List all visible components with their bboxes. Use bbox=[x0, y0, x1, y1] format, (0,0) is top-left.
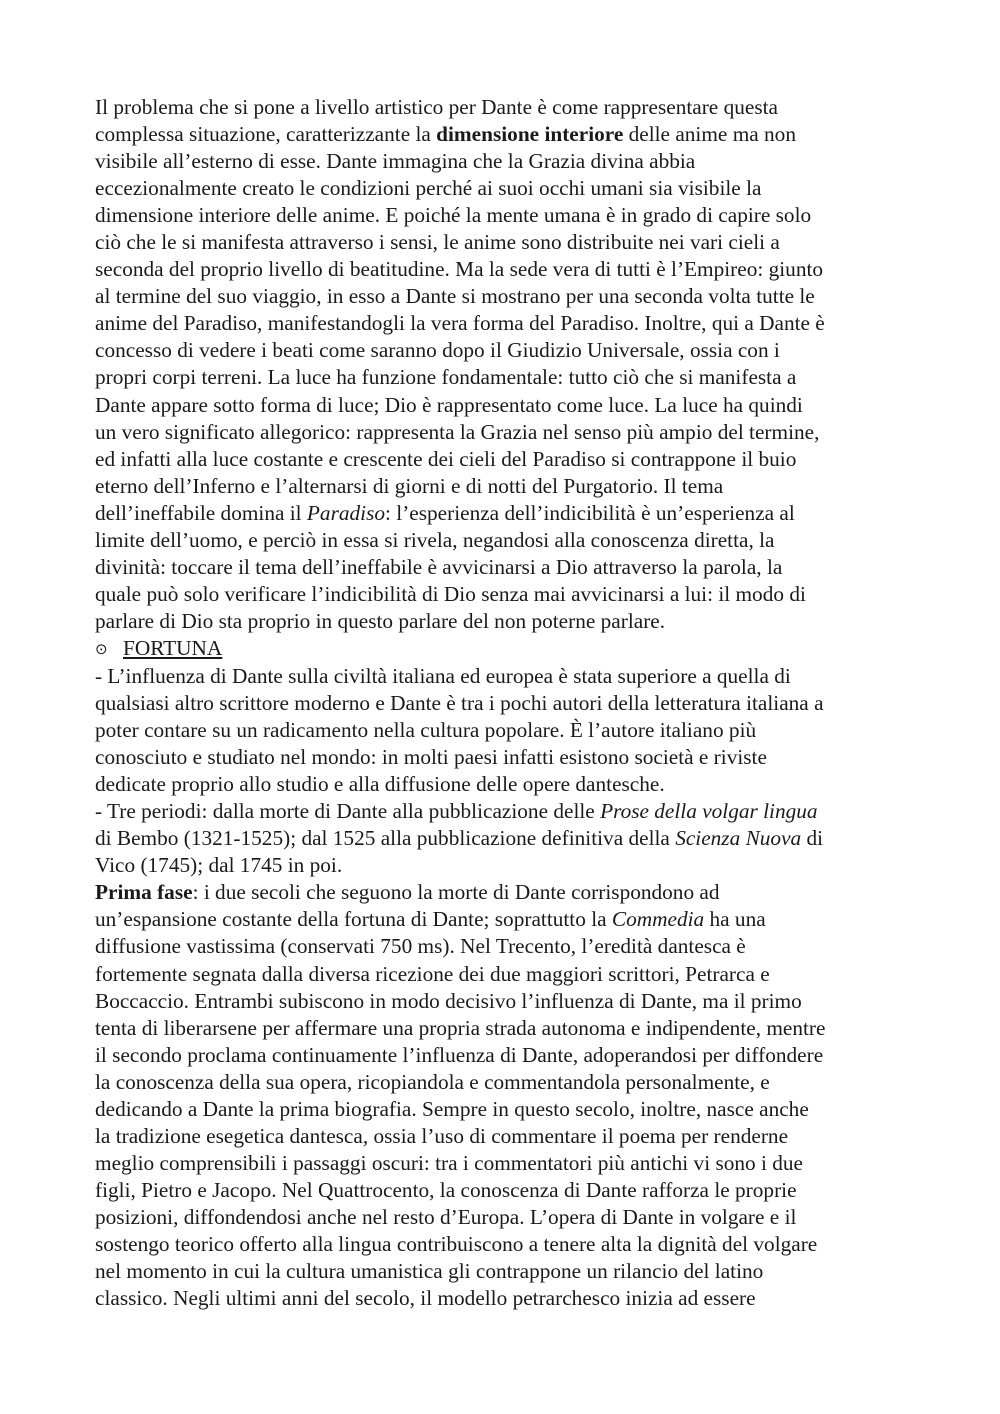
circled-dot-bullet-icon: ⊙ bbox=[95, 639, 108, 658]
italic-title: Commedia bbox=[611, 907, 705, 932]
text-line: diffusione vastissima (conservati 750 ms). Nel Trecento, l’eredità dantesca è bbox=[95, 934, 746, 959]
text-line bbox=[95, 825, 910, 852]
italic-title: Prose della volgar lingua bbox=[600, 799, 818, 824]
text-run: di bbox=[801, 826, 824, 851]
text-line bbox=[95, 500, 910, 527]
paragraph-tre-periodi bbox=[95, 798, 910, 879]
text-line: dedicando a Dante la prima biografia. Sempre in questo secolo, inoltre, nasce anche bbox=[95, 1096, 809, 1121]
text-line: il secondo proclama continuamente l’influenza di Dante, adoperandosi per diffondere bbox=[95, 1042, 824, 1067]
text-line: - L’influenza di Dante sulla civiltà italiana ed europea è stata superiore a quella di bbox=[95, 663, 791, 688]
text-line: concesso di vedere i beati come saranno dopo il Giudizio Universale, ossia con i bbox=[95, 338, 780, 363]
text-run: di Bembo (1321-1525); dal 1525 alla pubblicazione definitiva della bbox=[95, 826, 676, 851]
italic-title: Paradiso bbox=[306, 500, 386, 525]
text-line: quale può solo verificare l’indicibilità di Dio senza mai avvicinarsi a lui: il modo di bbox=[95, 581, 806, 606]
document-page bbox=[95, 94, 910, 1312]
text-line: sostengo teorico offerto alla lingua contribuiscono a tenere alta la dignità del volgare bbox=[95, 1231, 818, 1256]
text-line: propri corpi terreni. La luce ha funzione fondamentale: tutto ciò che si manifesta a bbox=[95, 365, 797, 390]
text-line bbox=[95, 879, 910, 906]
paragraph-prima-fase bbox=[95, 879, 910, 1312]
text-line: dedicate proprio allo studio e alla diffusione delle opere dantesche. bbox=[95, 772, 665, 797]
text-run: : i due secoli che seguono la morte di Dante corrispondono ad bbox=[192, 880, 720, 905]
text-run: dell’ineffabile domina il bbox=[95, 500, 307, 525]
text-line bbox=[95, 798, 910, 825]
text-line: eccezionalmente creato le condizioni perché ai suoi occhi umani sia visibile la bbox=[95, 176, 762, 201]
text-line: divinità: toccare il tema dell’ineffabile è avvicinarsi a Dio attraverso la parola, la bbox=[95, 554, 783, 579]
text-line: meglio comprensibili i passaggi oscuri: tra i commentatori più antichi vi sono i due bbox=[95, 1150, 803, 1175]
text-line: al termine del suo viaggio, in esso a Dante si mostrano per una seconda volta tutte le bbox=[95, 284, 815, 309]
text-line: ed infatti alla luce costante e crescente dei cieli del Paradiso si contrappone il buio bbox=[95, 446, 797, 471]
text-line: conosciuto e studiato nel mondo: in molti paesi infatti esistono società e riviste bbox=[95, 745, 767, 770]
text-line: Dante appare sotto forma di luce; Dio è rappresentato come luce. La luce ha quindi bbox=[95, 392, 803, 417]
text-line: la conoscenza della sua opera, ricopiandola e commentandola personalmente, e bbox=[95, 1069, 770, 1094]
paragraph-dante-paradiso bbox=[95, 94, 910, 635]
paragraph-influenza bbox=[95, 663, 910, 798]
text-line: Boccaccio. Entrambi subiscono in modo decisivo l’influenza di Dante, ma il primo bbox=[95, 988, 802, 1013]
text-line: qualsiasi altro scrittore moderno e Dante è tra i pochi autori della letteratura italiana a bbox=[95, 691, 824, 716]
text-line: la tradizione esegetica dantesca, ossia l’uso di commentare il poema per renderne bbox=[95, 1123, 789, 1148]
text-line: parlare di Dio sta proprio in questo parlare del non poterne parlare. bbox=[95, 608, 666, 633]
text-run: un’espansione costante della fortuna di Dante; soprattutto la bbox=[95, 907, 612, 932]
text-run: complessa situazione, caratterizzante la bbox=[95, 122, 437, 147]
text-line: Vico (1745); dal 1745 in poi. bbox=[95, 853, 343, 878]
text-line: dimensione interiore delle anime. E poiché la mente umana è in grado di capire solo bbox=[95, 203, 812, 228]
italic-title: Scienza Nuova bbox=[675, 826, 802, 851]
text-line: fortemente segnata dalla diversa ricezione dei due maggiori scrittori, Petrarca e bbox=[95, 961, 770, 986]
text-line: Il problema che si pone a livello artistico per Dante è come rappresentare questa bbox=[95, 95, 778, 119]
text-line: limite dell’uomo, e perciò in essa si rivela, negandosi alla conoscenza diretta, la bbox=[95, 527, 775, 552]
text-line bbox=[95, 121, 910, 148]
text-run: ha una bbox=[704, 907, 766, 932]
text-line: tenta di liberarsene per affermare una propria strada autonoma e indipendente, mentre bbox=[95, 1015, 826, 1040]
text-run: : l’esperienza dell’indicibilità è un’esperienza al bbox=[385, 500, 795, 525]
text-line: visibile all’esterno di esse. Dante immagina che la Grazia divina abbia bbox=[95, 149, 696, 174]
text-line: classico. Negli ultimi anni del secolo, il modello petrarchesco inizia ad essere bbox=[95, 1286, 756, 1311]
text-line: poter contare su un radicamento nella cultura popolare. È l’autore italiano più bbox=[95, 718, 757, 743]
text-line: seconda del proprio livello di beatitudine. Ma la sede vera di tutti è l’Empireo: giunto bbox=[95, 257, 824, 282]
text-run: delle anime ma non bbox=[623, 122, 796, 147]
text-line: nel momento in cui la cultura umanistica gli contrappone un rilancio del latino bbox=[95, 1259, 764, 1284]
text-line: ciò che le si manifesta attraverso i sensi, le anime sono distribuite nei vari cieli a bbox=[95, 230, 780, 255]
section-heading-text: FORTUNA bbox=[123, 635, 223, 660]
text-line: eterno dell’Inferno e l’alternarsi di giorni e di notti del Purgatorio. Il tema bbox=[95, 473, 724, 498]
bold-term: Prima fase bbox=[95, 880, 193, 905]
text-line: anime del Paradiso, manifestandogli la vera forma del Paradiso. Inoltre, qui a Dante è bbox=[95, 311, 825, 336]
text-line bbox=[95, 906, 910, 933]
bold-term: dimensione interiore bbox=[436, 122, 624, 147]
text-line: posizioni, diffondendosi anche nel resto d’Europa. L’opera di Dante in volgare e il bbox=[95, 1204, 797, 1229]
section-heading-fortuna bbox=[95, 635, 910, 663]
text-run: - Tre periodi: dalla morte di Dante alla pubblicazione delle bbox=[95, 799, 601, 824]
text-line: figli, Pietro e Jacopo. Nel Quattrocento, la conoscenza di Dante rafforza le proprie bbox=[95, 1177, 797, 1202]
text-line: un vero significato allegorico: rappresenta la Grazia nel senso più ampio del termine, bbox=[95, 419, 820, 444]
